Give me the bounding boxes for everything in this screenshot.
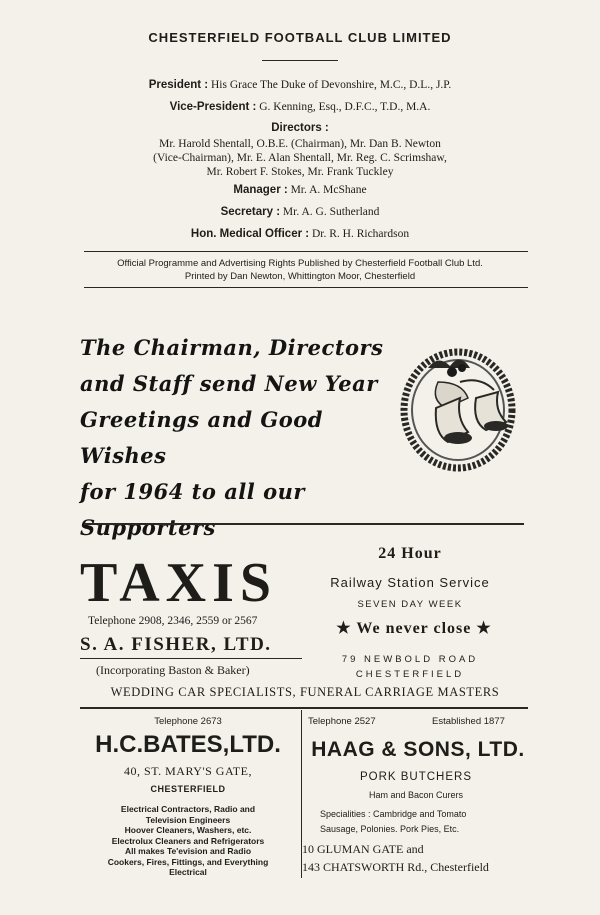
greeting-line: Greetings and Good Wishes xyxy=(80,407,323,468)
never-close-line xyxy=(300,618,528,638)
taxi-specialists: WEDDING CAR SPECIALISTS, FUNERAL CARRIAGE MASTERS xyxy=(110,685,500,699)
title-divider xyxy=(262,60,338,61)
company-underline xyxy=(80,658,302,659)
bates-services xyxy=(78,804,298,878)
haag-company-name: HAAG & SONS, LTD. xyxy=(311,738,525,761)
haag-curers: Ham and Bacon Curers xyxy=(368,790,464,800)
haag-telephone: Telephone 2527 xyxy=(308,716,376,727)
seven-day-week: SEVEN DAY WEEK xyxy=(357,599,463,610)
ad-section-divider xyxy=(84,523,524,525)
haag-specialities-1: Specialities : Cambridge and Tomato xyxy=(320,809,467,819)
taxis-headline: TAXIS xyxy=(80,552,278,614)
new-year-greeting xyxy=(80,330,400,546)
directors-line: Mr. Harold Shentall, O.B.E. (Chairman), Mr. Dan B. Newton xyxy=(159,138,441,150)
publisher-credits xyxy=(0,257,600,283)
service-line: Television Engineers xyxy=(145,814,231,825)
bates-address: 40, ST. MARY'S GATE, xyxy=(124,764,252,778)
bates-telephone: Telephone 2673 xyxy=(154,716,222,727)
president-row xyxy=(0,79,600,91)
medical-officer-label: Hon. Medical Officer : xyxy=(190,228,310,240)
directors-label: Directors : xyxy=(271,122,329,134)
service-hours: 24 Hour xyxy=(378,545,442,562)
haag-established: Established 1877 xyxy=(432,716,505,727)
printer-line: Printed by Dan Newton, Whittington Moor, Chesterfield xyxy=(184,271,416,282)
credits-top-rule xyxy=(84,251,528,252)
greeting-line: The Chairman, Directors xyxy=(80,335,384,360)
medical-officer-value: Dr. R. H. Richardson xyxy=(311,228,410,240)
club-title: CHESTERFIELD FOOTBALL CLUB LIMITED xyxy=(148,30,452,45)
vice-president-value: G. Kenning, Esq., D.F.C., T.D., M.A. xyxy=(259,101,431,113)
secretary-value: Mr. A. G. Sutherland xyxy=(282,206,380,218)
haag-address-2: 143 CHATSWORTH Rd., Chesterfield xyxy=(302,860,489,874)
haag-trade: PORK BUTCHERS xyxy=(359,771,473,783)
service-line: Hoover Cleaners, Washers, etc. xyxy=(124,825,252,835)
directors-line: (Vice-Chairman), Mr. E. Alan Shentall, Mr. Reg. C. Scrimshaw, xyxy=(153,152,447,164)
service-line: All makes Te'evision and Radio xyxy=(124,846,252,856)
service-line: Cookers, Fires, Fittings, and Everything xyxy=(107,856,269,867)
medical-officer-row xyxy=(0,228,600,240)
directors-line: Mr. Robert F. Stokes, Mr. Frank Tuckley xyxy=(206,166,394,178)
taxi-address-town: CHESTERFIELD xyxy=(355,669,465,680)
service-line: Electrolux Cleaners and Refrigerators xyxy=(111,835,265,846)
haag-specialities-2: Sausage, Polonies. Pork Pies, Etc. xyxy=(320,824,460,834)
taxi-address-street: 79 NEWBOLD ROAD xyxy=(341,654,479,665)
manager-row xyxy=(0,184,600,196)
president-label: President : xyxy=(148,79,209,91)
taxi-company-name: S. A. FISHER, LTD. xyxy=(80,634,272,655)
taxi-telephone: Telephone 2908, 2346, 2559 or 2567 xyxy=(88,615,258,627)
manager-label: Manager : xyxy=(233,184,288,196)
publisher-line: Official Programme and Advertising Rights Published by Chesterfield Football Club Ltd. xyxy=(117,258,483,269)
directors-list xyxy=(0,137,600,179)
star-icon: ★ xyxy=(336,620,352,637)
taxi-incorporating: (Incorporating Baston & Baker) xyxy=(96,663,250,677)
president-value: His Grace The Duke of Devonshire, M.C., D.L., J.P. xyxy=(211,79,452,91)
secretary-row xyxy=(0,206,600,218)
bates-town: CHESTERFIELD xyxy=(150,784,226,794)
secretary-label: Secretary : xyxy=(220,206,281,218)
greeting-line: and Staff send New Year xyxy=(80,371,378,396)
taxi-bottom-rule xyxy=(80,707,528,709)
service-line: Electrical xyxy=(169,867,207,877)
bates-company-name: H.C.BATES,LTD. xyxy=(95,731,281,758)
railway-service: Railway Station Service xyxy=(330,575,490,590)
haag-address-1: 10 GLUMAN GATE and xyxy=(302,842,424,856)
manager-value: Mr. A. McShane xyxy=(290,184,367,196)
never-close-text: We never close xyxy=(356,620,472,637)
christmas-bells-icon xyxy=(398,338,524,472)
greeting-line: for 1964 to all our Supporters xyxy=(80,479,305,540)
credits-bottom-rule xyxy=(84,287,528,288)
service-line: Electrical Contractors, Radio and xyxy=(120,804,256,814)
vice-president-label: Vice-President : xyxy=(169,101,257,113)
vice-president-row xyxy=(0,101,600,113)
star-icon: ★ xyxy=(476,620,492,637)
